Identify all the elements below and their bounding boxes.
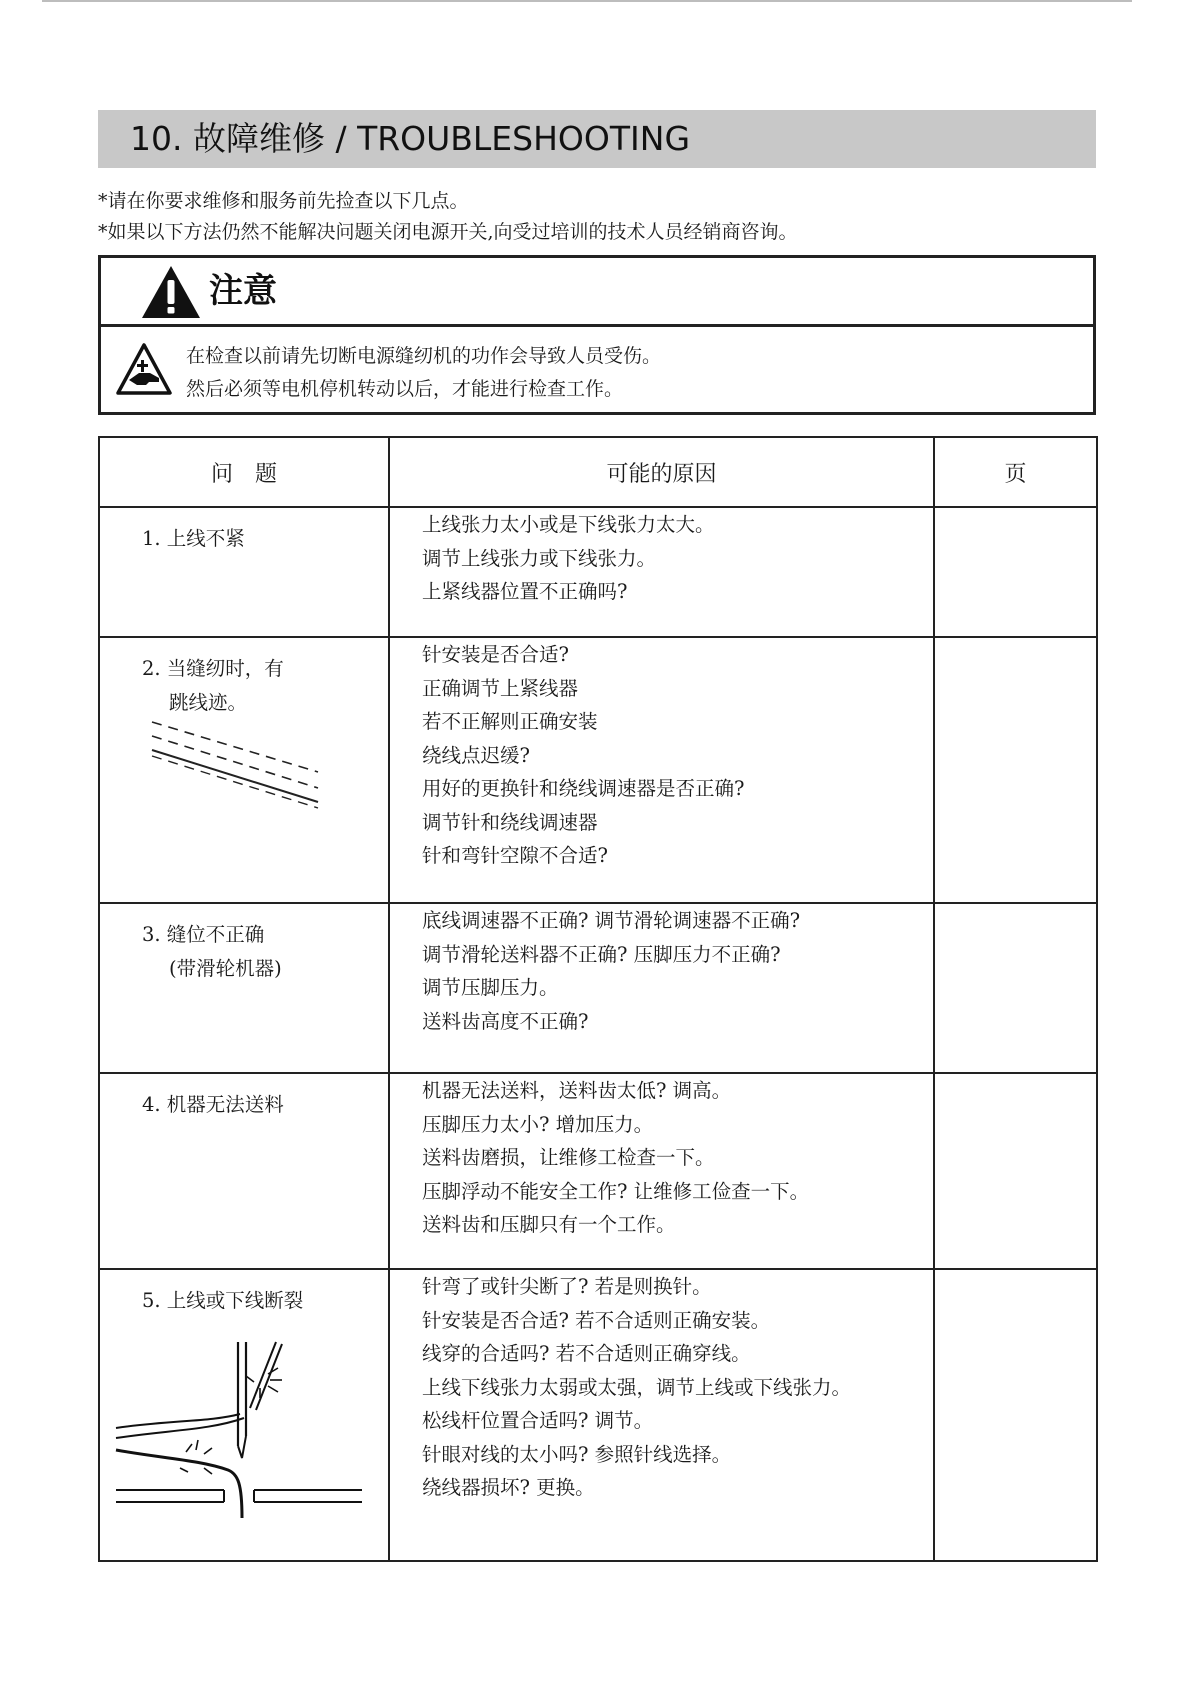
skipped-stitch-diagram bbox=[100, 720, 390, 830]
table-row bbox=[99, 1073, 1097, 1269]
table-header-row bbox=[99, 437, 1097, 507]
page-cell bbox=[934, 1073, 1097, 1269]
table-row bbox=[99, 507, 1097, 637]
cause-line: 针安装是否合适? 若不合适则正确安装。 bbox=[422, 1308, 771, 1332]
cause-line: 用好的更换针和绕线调速器是否正确? bbox=[422, 777, 745, 800]
cause-cell bbox=[389, 1269, 934, 1561]
problem-label: 1. 上线不紧 bbox=[142, 527, 245, 550]
cause-line: 调节压脚压力。 bbox=[422, 976, 559, 999]
header-page: 页 bbox=[934, 437, 1097, 507]
cause-line: 调节针和绕线调速器 bbox=[422, 810, 598, 834]
problem-line: 2. 当缝纫时，有 bbox=[142, 657, 284, 680]
cause-line: 针眼对线的太小吗? 参照针线选择。 bbox=[422, 1442, 732, 1466]
problem-label bbox=[100, 904, 388, 986]
cause-cell bbox=[389, 637, 934, 903]
intro-line: *请在你要求维修和服务前先捡查以下几点。 bbox=[98, 190, 469, 212]
cause-line: 线穿的合适吗? 若不合适则正确穿线。 bbox=[422, 1342, 751, 1365]
page-cell bbox=[934, 507, 1097, 637]
hand-crush-warning-icon bbox=[115, 342, 173, 396]
problem-line: (带滑轮机器) bbox=[169, 957, 282, 980]
cause-line: 针和弯针空隙不合适? bbox=[422, 844, 608, 867]
troubleshooting-table bbox=[98, 436, 1098, 1562]
cause-line: 针弯了或针尖断了? 若是则换针。 bbox=[422, 1275, 712, 1298]
cause-cell bbox=[389, 507, 934, 637]
cause-line: 正确调节上紧线器 bbox=[422, 676, 579, 700]
cause-line: 绕线器损坏? 更换。 bbox=[422, 1476, 595, 1499]
cause-line: 松线杆位置合适吗? 调节。 bbox=[422, 1409, 654, 1432]
cause-line: 调节滑轮送料器不正确? 压脚压力不正确? bbox=[422, 942, 781, 966]
page-title: 10. 故障维修 / TROUBLESHOOTING bbox=[130, 119, 691, 158]
cause-line: 上线张力太小或是下线张力太大。 bbox=[422, 513, 715, 536]
caution-header bbox=[101, 258, 1093, 327]
header-cause: 可能的原因 bbox=[389, 437, 934, 507]
cause-line: 绕线点迟缓? bbox=[422, 743, 530, 767]
caution-box bbox=[98, 255, 1096, 415]
top-rule bbox=[42, 0, 1132, 2]
cause-line: 送料齿和压脚只有一个工作。 bbox=[422, 1213, 676, 1236]
caution-title: 注意 bbox=[209, 271, 277, 311]
cause-line: 针安装是否合适? bbox=[422, 643, 569, 666]
cause-line: 机器无法送料，送料齿太低? 调高。 bbox=[422, 1079, 732, 1102]
cause-line: 送料齿磨损，让维修工检查一下。 bbox=[422, 1146, 715, 1169]
page-cell bbox=[934, 1269, 1097, 1561]
cause-line: 压脚压力太小? 增加压力。 bbox=[422, 1112, 654, 1136]
problem-line: 跳线迹。 bbox=[169, 691, 248, 714]
cause-line: 上线下线张力太弱或太强，调节上线或下线张力。 bbox=[422, 1375, 852, 1399]
cause-line: 上紧线器位置不正确吗? bbox=[422, 580, 628, 603]
problem-cell bbox=[99, 637, 389, 903]
problem-cell bbox=[99, 1073, 389, 1269]
caution-line: 在检查以前请先切断电源缝纫机的功作会导致人员受伤。 bbox=[186, 345, 662, 367]
cause-cell bbox=[389, 1073, 934, 1269]
header-problem: 问 题 bbox=[99, 437, 389, 507]
table-row bbox=[99, 1269, 1097, 1561]
problem-cell bbox=[99, 903, 389, 1073]
caution-line: 然后必须等电机停机转动以后，才能进行检查工作。 bbox=[186, 378, 624, 400]
cause-line: 若不正解则正确安装 bbox=[422, 710, 598, 733]
intro-line: *如果以下方法仍然不能解决问题关闭电源开关,向受过培训的技术人员经销商咨询。 bbox=[98, 221, 798, 243]
problem-label: 5. 上线或下线断裂 bbox=[142, 1289, 304, 1312]
cause-line: 压脚浮动不能安全工作? 让维修工俭查一下。 bbox=[422, 1179, 810, 1203]
page-cell bbox=[934, 637, 1097, 903]
cause-line: 调节上线张力或下线张力。 bbox=[422, 546, 657, 570]
problem-line: 3. 缝位不正确 bbox=[142, 923, 265, 946]
problem-cell bbox=[99, 1269, 389, 1561]
cause-cell bbox=[389, 903, 934, 1073]
table-row bbox=[99, 637, 1097, 903]
problem-label bbox=[100, 638, 388, 720]
section-header bbox=[98, 110, 1096, 168]
problem-cell bbox=[99, 507, 389, 637]
cause-line: 底线调速器不正确? 调节滑轮调速器不正确? bbox=[422, 909, 801, 932]
thread-break-diagram bbox=[100, 1318, 390, 1518]
cause-line: 送料齿高度不正确? bbox=[422, 1009, 589, 1033]
problem-label: 4. 机器无法送料 bbox=[142, 1093, 284, 1116]
intro-notes bbox=[98, 186, 1098, 248]
warning-triangle-icon bbox=[140, 264, 202, 320]
page-cell bbox=[934, 903, 1097, 1073]
table-row bbox=[99, 903, 1097, 1073]
caution-text bbox=[186, 340, 661, 406]
